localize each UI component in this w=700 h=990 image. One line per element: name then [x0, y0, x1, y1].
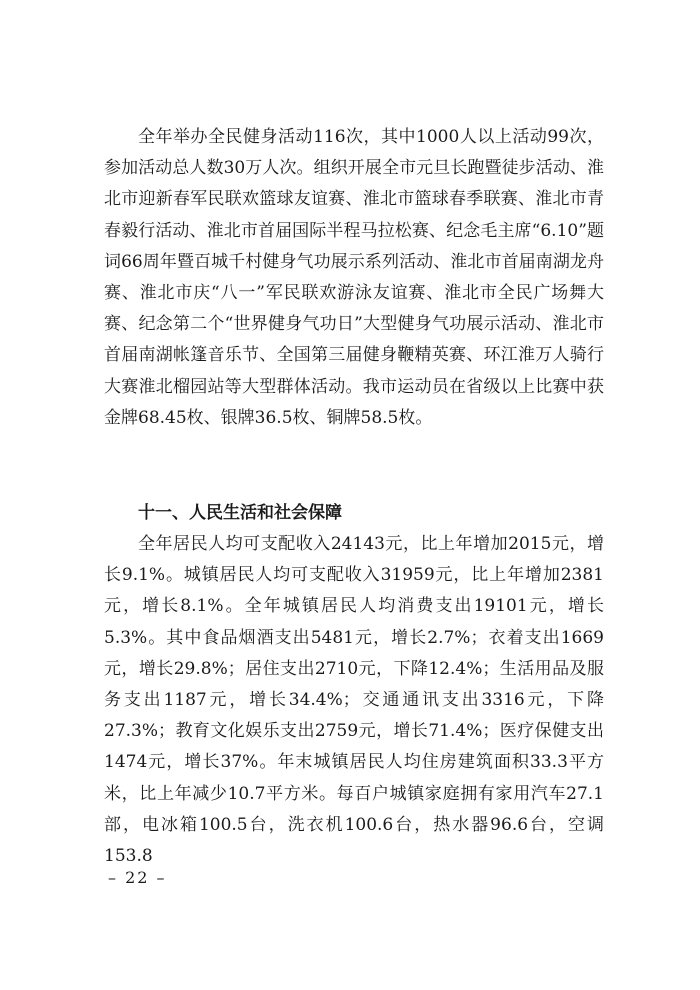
- section-heading: 十一、人民生活和社会保障: [138, 503, 342, 523]
- page-number: – 22 –: [108, 868, 167, 887]
- paragraph-living-standards: 全年居民人均可支配收入24143元，比上年增加2015元，增长9.1%。城镇居民人均可支配收入31959元，比上年增加2381元，增长8.1%。全年城镇居民人均消费支出19101元，增长5.3%。其中食品烟酒支出5481元，增长2.7%；衣着支出1669元，增长29.8%；居住支出2710元，下降12.4%；生活用品及服务支出1187元，增长34.4%；交通通讯支出3316元，下降27.3%；教育文化娱乐支出2759元，增长71.4%；医疗保健支出1474元，增长37%。年末城镇居民人均住房建筑面积33.3平方米，比上年减少10.7平方米。每百户城镇家庭拥有家用汽车27.1部，电冰箱100.5台，洗衣机100.6台，热水器96.6台，空调153.8: [104, 534, 604, 867]
- paragraph-sports-activities: 全年举办全民健身活动116次，其中1000人以上活动99次，参加活动总人数30万人次。组织开展全市元旦长跑暨徒步活动、淮北市迎新春军民联欢篮球友谊赛、淮北市篮球春季联赛、淮北市青春毅行活动、淮北市首届国际半程马拉松赛、纪念毛主席“6.10”题词66周年暨百城千村健身气功展示系列活动、淮北市首届南湖龙舟赛、淮北市庆“八一”军民联欢游泳友谊赛、淮北市全民广场舞大赛、纪念第二个“世界健身气功日”大型健身气功展示活动、淮北市首届南湖帐篷音乐节、全国第三届健身鞭精英赛、环江淮万人骑行大赛淮北榴园站等大型群体活动。我市运动员在省级以上比赛中获金牌68.45枚、银牌36.5枚、铜牌58.5枚。: [104, 127, 604, 428]
